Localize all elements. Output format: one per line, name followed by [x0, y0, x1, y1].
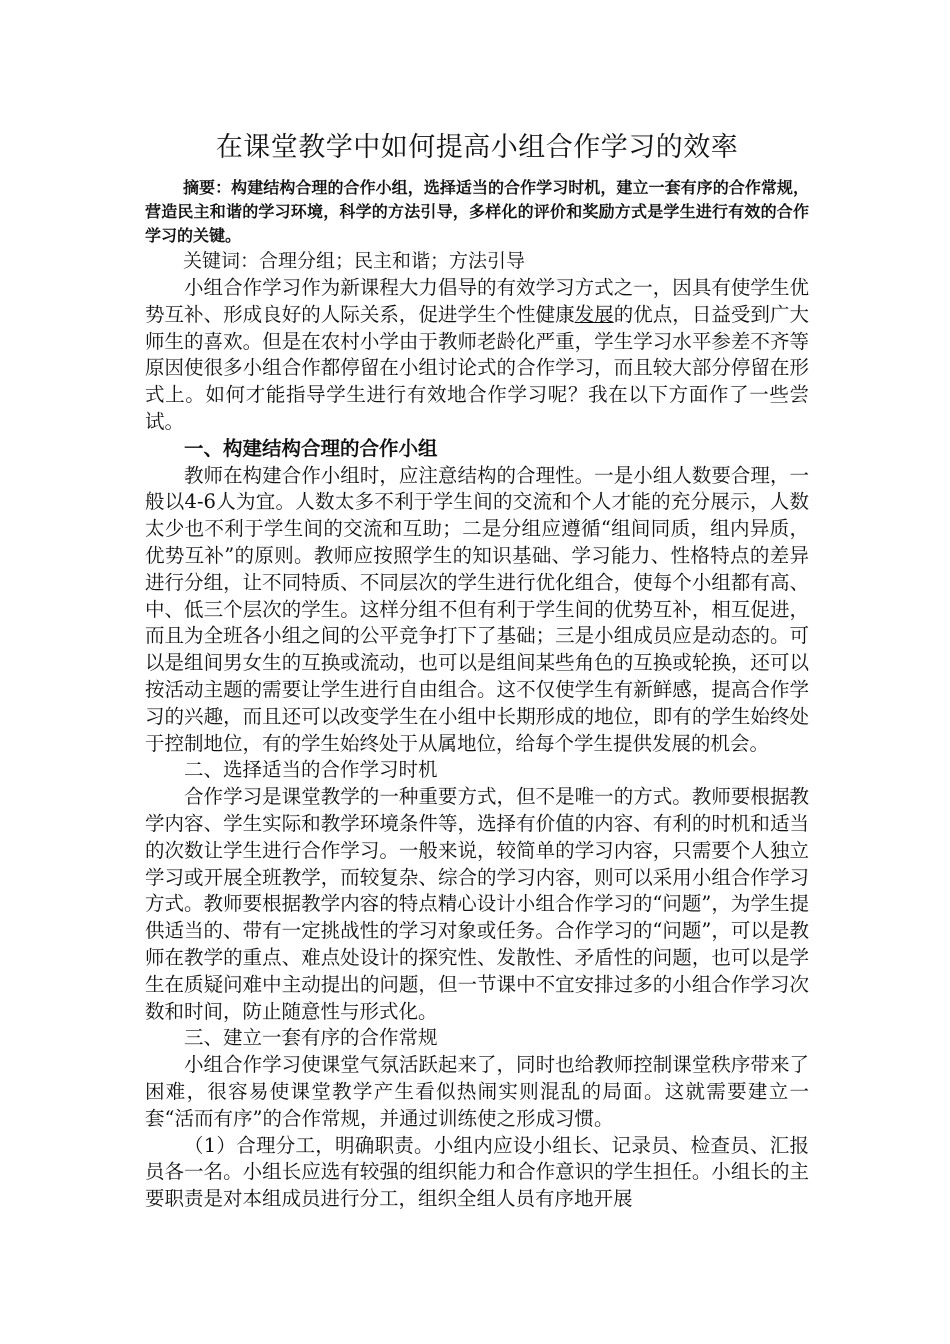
intro-text-before: 小组合作学习作为新课程大力倡导的有效学习方式之一，因具有使学生优势互补、形成良好的人际关系，促进学生个性健康 [145, 276, 809, 326]
section-1-heading: 一、构建结构合理的合作小组 [184, 436, 438, 460]
abstract-paragraph: 摘要：构建结构合理的合作小组，选择适当的合作学习时机，建立一套有序的合作常规，营造民主和谐的学习环境，科学的方法引导，多样化的评价和奖励方式是学生进行有效的合作学习的关键。 [145, 178, 809, 245]
intro-text-after: 的优点，日益受到广大师生的喜欢。但是在农村小学由于教师老龄化严重，学生学习水平参差不齐等原因使很多小组合作都停留在小组讨论式的合作学习，而且较大部分停留在形式上。如何才能指导学生进行有效地合作学习呢？我在以下方面作了一些尝试。 [145, 302, 809, 433]
keywords-line: 关键词：合理分组；民主和谐；方法引导 [183, 250, 526, 272]
document-page [145, 128, 809, 1213]
section-1-body: 教师在构建合作小组时，应注意结构的合理性。一是小组人数要合理，一般以4-6人为宜。人数太多不利于学生间的交流和个人才能的充分展示，人数太少也不利于学生间的交流和互助；二是分组应遵循“组间同质，组内异质，优势互补”的原则。教师应按照学生的知识基础、学习能力、性格特点的差异进行分组，让不同特质、不同层次的学生进行优化组合，使每个小组都有高、中、低三个层次的学生。这样分组不但有利于学生间的优势互补，相互促进，而且为全班各小组之间的公平竞争打下了基础；三是小组成员应是动态的。可以是组间男女生的互换或流动，也可以是组间某些角色的互换或轮换，还可以按活动主题的需要让学生进行自由组合。这不仅使学生有新鲜感，提高合作学习的兴趣，而且还可以改变学生在小组中长期形成的地位，即有的学生始终处于控制地位，有的学生始终处于从属地位，给每个学生提供发展的机会。 [145, 463, 809, 755]
section-2-heading: 二、选择适当的合作学习时机 [184, 758, 438, 782]
underlined-word: 发展 [574, 302, 614, 326]
document-title: 在课堂教学中如何提高小组合作学习的效率 [215, 132, 739, 163]
section-3-heading: 三、建立一套有序的合作常规 [184, 1026, 438, 1050]
section-3-item-1: （1）合理分工，明确职责。小组内应设小组长、记录员、检查员、汇报员各一名。小组长应选有较强的组织能力和合作意识的学生担任。小组长的主要职责是对本组成员进行分工，组织全组人员有序地开展 [145, 1133, 809, 1211]
intro-paragraph [145, 275, 809, 436]
section-3-body: 小组合作学习使课堂气氛活跃起来了，同时也给教师控制课堂秩序带来了困难，很容易使课堂教学产生看似热闹实则混乱的局面。这就需要建立一套“活而有序”的合作常规，并通过训练使之形成习惯。 [145, 1053, 809, 1130]
section-2-body: 合作学习是课堂教学的一种重要方式，但不是唯一的方式。教师要根据教学内容、学生实际和教学环境条件等，选择有价值的内容、有利的时机和适当的次数让学生进行合作学习。一般来说，较简单的学习内容，只需要个人独立学习或开展全班教学，而较复杂、综合的学习内容，则可以采用小组合作学习方式。教师要根据教学内容的特点精心设计小组合作学习的“问题”，为学生提供适当的、带有一定挑战性的学习对象或任务。合作学习的“问题”，可以是教师在教学的重点、难点处设计的探究性、发散性、矛盾性的问题，也可以是学生在质疑问难中主动提出的问题，但一节课中不宜安排过多的小组合作学习次数和时间，防止随意性与形式化。 [145, 785, 809, 1023]
